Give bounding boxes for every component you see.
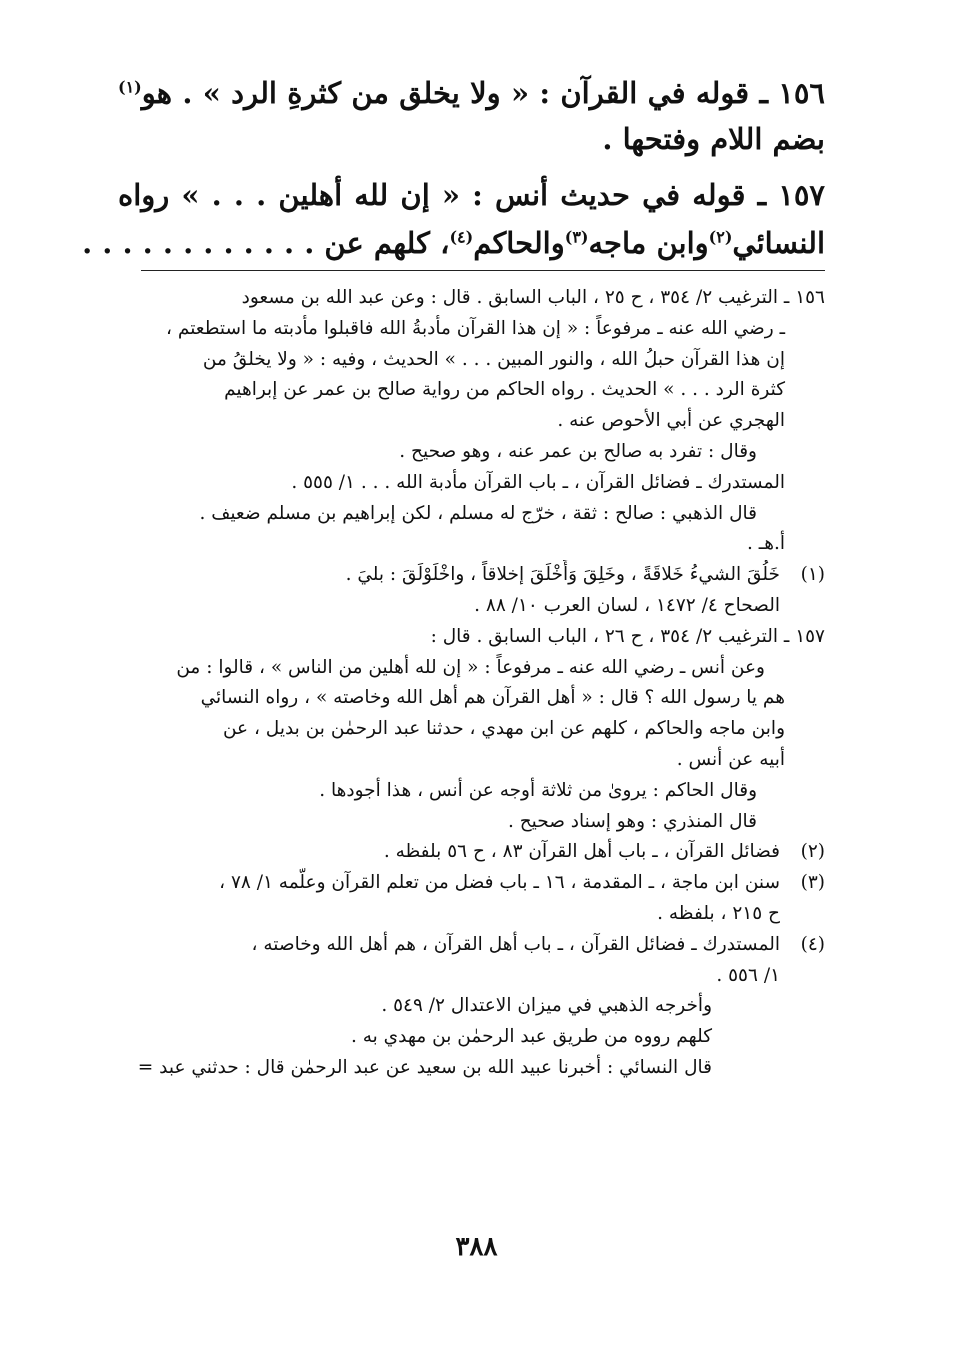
note-156-line: وقال : تفرد به صالح بن عمر عنه ، وهو صحيح . bbox=[399, 440, 757, 462]
note-156-line: ١٥٦ ـ الترغيب ٢/ ٣٥٤ ، ح ٢٥ ، الباب السابق . قال : وعن عبد الله بن مسعود bbox=[241, 287, 825, 308]
note-157-line: وقال الحاكم : يروىٰ من ثلاثة أوجه عن أنس ، هذا أجودها . bbox=[319, 779, 757, 801]
footnote-4-line: كلهم رووه من طريق عبد الرحمٰن بن مهدي به . bbox=[350, 1026, 712, 1048]
main-line-157-nasai: النسائي bbox=[732, 226, 825, 260]
note-156-line: إن هذا القرآن حبلُ الله ، والنور المبين . . . » الحديث ، وفيه : « ولا يخلقُ من bbox=[202, 348, 785, 370]
footnote-1-line: خَلُقَ الشيءُ خَلاقَةً ، وخَلِقَ وَأَخْلَقَ إخلاقاً ، واخْلَوْلَقَ : بليَ . bbox=[345, 564, 780, 586]
footnote-2-line: فضائل القرآن ، ـ باب أهل القرآن ٨٣ ، ح ٥٦ بلفظه . bbox=[383, 841, 780, 863]
footnote-separator bbox=[141, 270, 825, 271]
footnote-1 bbox=[118, 560, 825, 622]
note-157-line: وابن ماجه والحاكم ، كلهم عن ابن مهدي ، حدثنا عبد الرحمٰن بن بديل ، عن bbox=[222, 718, 785, 740]
footnote-ref-2: (٢) bbox=[708, 227, 733, 247]
note-156-line: كثرة الرد . . . » الحديث . رواه الحاكم من رواية صالح بن عمر عن إبراهيم bbox=[224, 379, 785, 401]
footnote-4-line: ١/ ٥٥٦ . bbox=[716, 964, 780, 986]
note-156 bbox=[118, 283, 825, 560]
footnote-4-line: وأخرجه الذهبي في ميزان الاعتدال ٢/ ٥٤٩ . bbox=[381, 995, 712, 1017]
note-156-line: قال الذهبي : صالح : ثقة ، خرّج له مسلم ، لكن إبراهيم بن مسلم ضعيف . bbox=[199, 502, 757, 524]
footnote-4 bbox=[118, 930, 825, 1084]
footnote-3 bbox=[118, 868, 825, 930]
main-line-156-text: ١٥٦ ـ قوله في القرآن : « ولا يخلق من كثرةِ الرد » . هو bbox=[141, 76, 825, 110]
main-line-156 bbox=[118, 70, 825, 116]
main-line-157-cont bbox=[82, 220, 825, 266]
note-156-line: الهجري عن أبي الأحوص عنه . bbox=[557, 410, 785, 432]
footnote-4-mark: (٤) bbox=[800, 933, 825, 955]
note-156-line: ـ رضي الله عنه ـ مرفوعاً : « إن هذا القرآن مأدبةُ الله فاقبلوا مأدبته ما استطعتم ، bbox=[166, 317, 785, 339]
footnote-ref-4: (٤) bbox=[449, 227, 474, 247]
main-line-157-tail: ، كلهم عن . . . . . . . . . . . . bbox=[82, 226, 450, 260]
main-line-157: ١٥٧ ـ قوله في حديث أنس : « إن لله أهلين . . . » رواه bbox=[118, 178, 825, 212]
note-157-line: وعن أنس ـ رضي الله عنه ـ مرفوعاً : « إن لله أهلين من الناس » ، قالوا : من bbox=[176, 656, 765, 678]
footnote-1-line: الصحاح ٤/ ١٤٧٢ ، لسان العرب ١٠/ ٨٨ . bbox=[474, 594, 780, 616]
note-157-line: هم يا رسول الله ؟ قال : « أهل القرآن هم أهل الله وخاصته » ، رواه النسائي bbox=[200, 687, 785, 709]
main-line-157-hakim: والحاكم bbox=[473, 226, 565, 260]
note-157-line: ١٥٧ ـ الترغيب ٢/ ٣٥٤ ، ح ٢٦ ، الباب السابق . قال : bbox=[430, 625, 825, 647]
footnote-3-mark: (٣) bbox=[800, 872, 825, 894]
footnote-ref-1: (١) bbox=[118, 77, 142, 97]
page-number: ٣٨٨ bbox=[455, 1232, 498, 1262]
main-line-156-cont: بضم اللام وفتحها . bbox=[602, 122, 825, 156]
footnote-ref-3: (٣) bbox=[564, 227, 589, 247]
footnotes-block bbox=[118, 283, 825, 1084]
note-157 bbox=[118, 622, 825, 838]
footnote-1-mark: (١) bbox=[800, 564, 825, 586]
footnote-3-line: ح ٢١٥ ، بلفظه . bbox=[657, 902, 780, 924]
footnote-4-line: المستدرك ـ فضائل القرآن ، ـ باب أهل القرآن ، هم أهل الله وخاصته ، bbox=[251, 933, 780, 955]
footnote-3-line: سنن ابن ماجة ، ـ المقدمة ، ١٦ ـ باب فضل من تعلم القرآن وعلّمه ١/ ٧٨ ، bbox=[219, 872, 780, 894]
note-157-line: أبيه عن أنس . bbox=[676, 748, 785, 770]
main-line-157-ibn-majah: وابن ماجه bbox=[588, 226, 709, 260]
note-157-line: قال المنذري : وهو إسناد صحيح . bbox=[507, 810, 757, 832]
footnote-2-mark: (٢) bbox=[800, 841, 825, 863]
footnote-4-line: قال النسائي : أخبرنا عبيد الله بن سعيد عن عبد الرحمٰن قال : حدثني عبد = bbox=[137, 1056, 712, 1078]
note-156-line: المستدرك ـ فضائل القرآن ، ـ باب القرآن مأدبة الله . . . ١/ ٥٥٥ . bbox=[291, 471, 785, 493]
footnote-2 bbox=[118, 837, 825, 868]
note-156-line: أ.هـ . bbox=[747, 533, 785, 555]
